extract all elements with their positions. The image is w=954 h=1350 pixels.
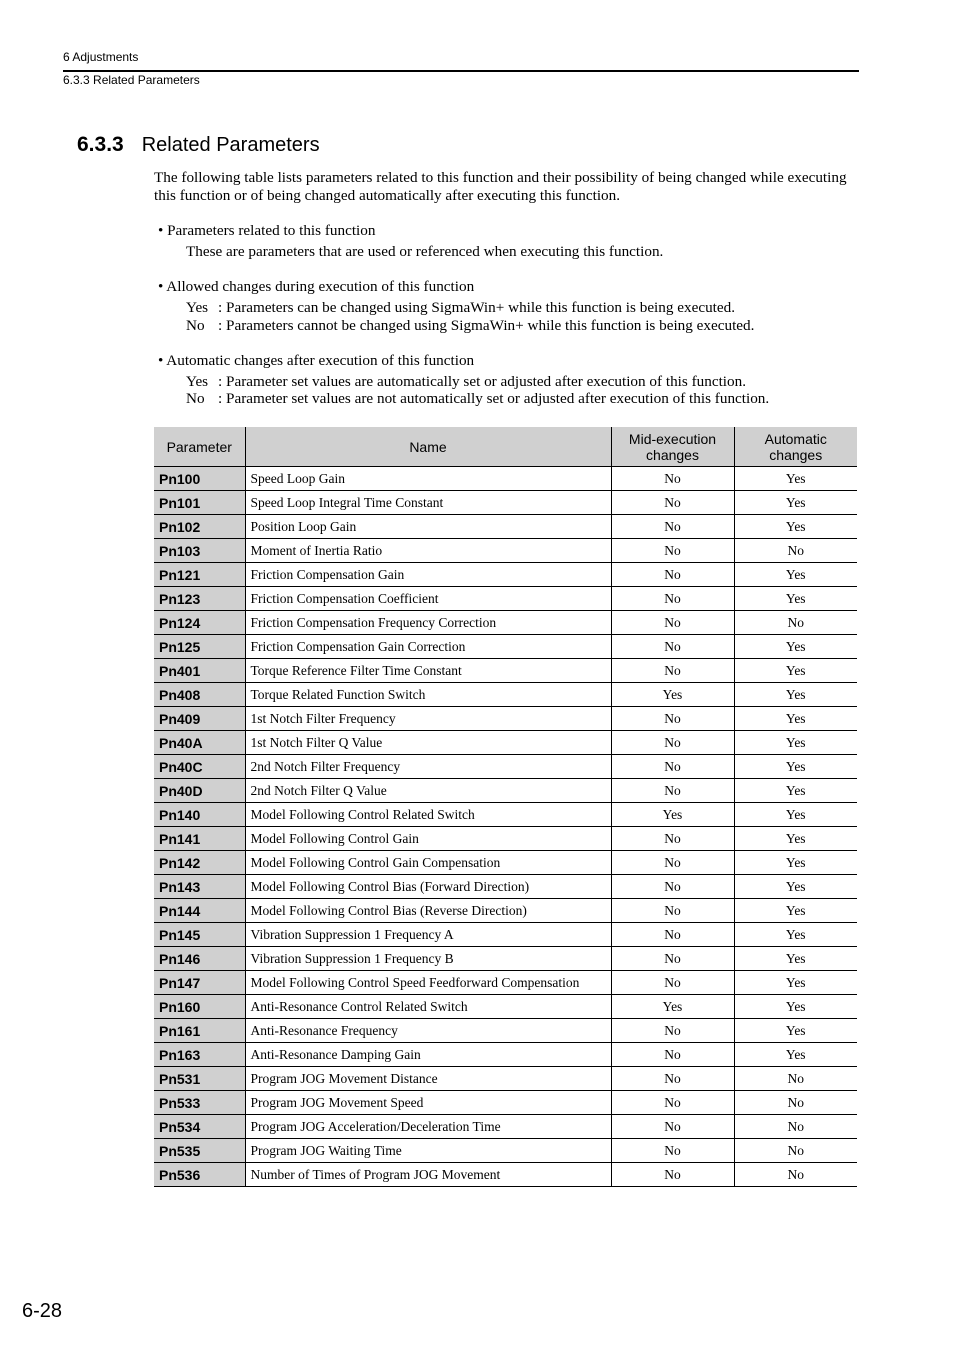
automatic-cell: No bbox=[734, 611, 857, 635]
automatic-cell: Yes bbox=[734, 491, 857, 515]
table-row bbox=[154, 587, 857, 611]
bullet-allowed: • Allowed changes during execution of this function bbox=[158, 278, 475, 295]
parameter-cell: Pn401 bbox=[154, 659, 245, 683]
name-cell: Vibration Suppression 1 Frequency A bbox=[245, 923, 611, 947]
mid-execution-cell: No bbox=[611, 1163, 734, 1187]
table-row bbox=[154, 899, 857, 923]
name-cell: Model Following Control Gain bbox=[245, 827, 611, 851]
parameter-cell: Pn147 bbox=[154, 971, 245, 995]
intro-paragraph: The following table lists parameters related to this function and their possibility of being changed while executing this function or of being changed automatically after executing this function. bbox=[154, 169, 847, 204]
table-row bbox=[154, 923, 857, 947]
table-row bbox=[154, 1139, 857, 1163]
mid-execution-cell: No bbox=[611, 827, 734, 851]
parameter-cell: Pn163 bbox=[154, 1043, 245, 1067]
name-cell: Friction Compensation Frequency Correction bbox=[245, 611, 611, 635]
automatic-cell: Yes bbox=[734, 755, 857, 779]
parameter-cell: Pn146 bbox=[154, 947, 245, 971]
automatic-cell: Yes bbox=[734, 659, 857, 683]
automatic-cell: Yes bbox=[734, 995, 857, 1019]
automatic-cell: Yes bbox=[734, 851, 857, 875]
name-cell: Friction Compensation Coefficient bbox=[245, 587, 611, 611]
header-parameter: Parameter bbox=[154, 427, 245, 467]
allowed-yes-text: : Parameters can be changed using SigmaWin+ while this function is being executed. bbox=[218, 299, 736, 316]
name-cell: Speed Loop Gain bbox=[245, 467, 611, 491]
parameter-cell: Pn40A bbox=[154, 731, 245, 755]
name-cell: Model Following Control Bias (Forward Direction) bbox=[245, 875, 611, 899]
automatic-cell: No bbox=[734, 1163, 857, 1187]
allowed-yes-key: Yes bbox=[186, 299, 209, 316]
table-row bbox=[154, 779, 857, 803]
section-title: Related Parameters bbox=[141, 134, 320, 156]
running-header-section: 6.3.3 Related Parameters bbox=[63, 73, 200, 87]
name-cell: Model Following Control Related Switch bbox=[245, 803, 611, 827]
automatic-cell: Yes bbox=[734, 731, 857, 755]
name-cell: Speed Loop Integral Time Constant bbox=[245, 491, 611, 515]
automatic-cell: Yes bbox=[734, 779, 857, 803]
header-rule bbox=[63, 70, 859, 72]
automatic-cell: Yes bbox=[734, 803, 857, 827]
table-row bbox=[154, 635, 857, 659]
automatic-yes-text: : Parameter set values are automatically set or adjusted after execution of this function. bbox=[218, 373, 746, 390]
name-cell: Torque Reference Filter Time Constant bbox=[245, 659, 611, 683]
parameter-cell: Pn102 bbox=[154, 515, 245, 539]
table-row bbox=[154, 611, 857, 635]
parameter-cell: Pn535 bbox=[154, 1139, 245, 1163]
mid-execution-cell: No bbox=[611, 1091, 734, 1115]
parameter-cell: Pn534 bbox=[154, 1115, 245, 1139]
name-cell: 1st Notch Filter Frequency bbox=[245, 707, 611, 731]
automatic-cell: Yes bbox=[734, 1043, 857, 1067]
automatic-cell: Yes bbox=[734, 899, 857, 923]
automatic-yes-line bbox=[186, 373, 746, 391]
automatic-cell: Yes bbox=[734, 1019, 857, 1043]
section-heading bbox=[77, 133, 320, 157]
related-description: These are parameters that are used or referenced when executing this function. bbox=[186, 243, 664, 260]
automatic-no-line bbox=[186, 390, 769, 408]
name-cell: Anti-Resonance Control Related Switch bbox=[245, 995, 611, 1019]
parameter-cell: Pn103 bbox=[154, 539, 245, 563]
parameter-cell: Pn123 bbox=[154, 587, 245, 611]
table-row bbox=[154, 1163, 857, 1187]
allowed-yes-line bbox=[186, 299, 735, 317]
header-mid-execution: Mid-execution changes bbox=[611, 427, 734, 467]
mid-execution-cell: No bbox=[611, 467, 734, 491]
automatic-cell: Yes bbox=[734, 923, 857, 947]
automatic-cell: No bbox=[734, 1139, 857, 1163]
table-row bbox=[154, 707, 857, 731]
name-cell: Moment of Inertia Ratio bbox=[245, 539, 611, 563]
name-cell: Model Following Control Gain Compensation bbox=[245, 851, 611, 875]
automatic-cell: No bbox=[734, 1115, 857, 1139]
automatic-cell: Yes bbox=[734, 515, 857, 539]
parameter-cell: Pn141 bbox=[154, 827, 245, 851]
related-parameters-table bbox=[154, 427, 857, 1187]
table-row bbox=[154, 467, 857, 491]
parameter-cell: Pn140 bbox=[154, 803, 245, 827]
parameter-cell: Pn161 bbox=[154, 1019, 245, 1043]
name-cell: Vibration Suppression 1 Frequency B bbox=[245, 947, 611, 971]
automatic-cell: Yes bbox=[734, 971, 857, 995]
parameter-cell: Pn101 bbox=[154, 491, 245, 515]
mid-execution-cell: Yes bbox=[611, 995, 734, 1019]
parameter-cell: Pn125 bbox=[154, 635, 245, 659]
name-cell: 2nd Notch Filter Frequency bbox=[245, 755, 611, 779]
automatic-cell: Yes bbox=[734, 587, 857, 611]
parameter-cell: Pn142 bbox=[154, 851, 245, 875]
mid-execution-cell: No bbox=[611, 611, 734, 635]
mid-execution-cell: No bbox=[611, 587, 734, 611]
mid-execution-cell: No bbox=[611, 515, 734, 539]
allowed-no-key: No bbox=[186, 317, 205, 334]
parameter-cell: Pn531 bbox=[154, 1067, 245, 1091]
name-cell: Program JOG Waiting Time bbox=[245, 1139, 611, 1163]
table-row bbox=[154, 971, 857, 995]
mid-execution-cell: No bbox=[611, 1067, 734, 1091]
mid-execution-cell: Yes bbox=[611, 683, 734, 707]
name-cell: Anti-Resonance Frequency bbox=[245, 1019, 611, 1043]
table-row bbox=[154, 1067, 857, 1091]
automatic-cell: Yes bbox=[734, 467, 857, 491]
mid-execution-cell: No bbox=[611, 779, 734, 803]
running-header-chapter: 6 Adjustments bbox=[63, 50, 139, 64]
automatic-yes-key: Yes bbox=[186, 373, 209, 390]
name-cell: Program JOG Movement Distance bbox=[245, 1067, 611, 1091]
mid-execution-cell: No bbox=[611, 971, 734, 995]
parameter-cell: Pn536 bbox=[154, 1163, 245, 1187]
automatic-cell: Yes bbox=[734, 947, 857, 971]
table-row bbox=[154, 755, 857, 779]
automatic-cell: Yes bbox=[734, 683, 857, 707]
table-row bbox=[154, 1019, 857, 1043]
mid-execution-cell: No bbox=[611, 899, 734, 923]
name-cell: Program JOG Acceleration/Deceleration Time bbox=[245, 1115, 611, 1139]
table-body bbox=[154, 467, 857, 1187]
mid-execution-cell: No bbox=[611, 1115, 734, 1139]
header-automatic: Automatic changes bbox=[734, 427, 857, 467]
name-cell: Position Loop Gain bbox=[245, 515, 611, 539]
parameter-cell: Pn124 bbox=[154, 611, 245, 635]
table-header-row bbox=[154, 427, 857, 467]
mid-execution-cell: No bbox=[611, 563, 734, 587]
table-row bbox=[154, 659, 857, 683]
table-row bbox=[154, 803, 857, 827]
mid-execution-cell: No bbox=[611, 539, 734, 563]
bullet-automatic: • Automatic changes after execution of this function bbox=[158, 352, 475, 369]
mid-execution-cell: No bbox=[611, 491, 734, 515]
automatic-no-key: No bbox=[186, 390, 205, 407]
mid-execution-cell: No bbox=[611, 875, 734, 899]
page-number: 6-28 bbox=[22, 1300, 63, 1322]
mid-execution-cell: No bbox=[611, 1019, 734, 1043]
name-cell: Torque Related Function Switch bbox=[245, 683, 611, 707]
table-row bbox=[154, 563, 857, 587]
section-number: 6.3.3 bbox=[77, 133, 124, 156]
parameter-cell: Pn160 bbox=[154, 995, 245, 1019]
automatic-cell: Yes bbox=[734, 875, 857, 899]
parameter-cell: Pn143 bbox=[154, 875, 245, 899]
mid-execution-cell: No bbox=[611, 923, 734, 947]
name-cell: 2nd Notch Filter Q Value bbox=[245, 779, 611, 803]
table-row bbox=[154, 995, 857, 1019]
table-row bbox=[154, 683, 857, 707]
name-cell: Friction Compensation Gain Correction bbox=[245, 635, 611, 659]
parameter-cell: Pn409 bbox=[154, 707, 245, 731]
name-cell: Program JOG Movement Speed bbox=[245, 1091, 611, 1115]
name-cell: Model Following Control Bias (Reverse Direction) bbox=[245, 899, 611, 923]
mid-execution-cell: Yes bbox=[611, 803, 734, 827]
parameter-cell: Pn144 bbox=[154, 899, 245, 923]
table-row bbox=[154, 827, 857, 851]
automatic-cell: Yes bbox=[734, 635, 857, 659]
automatic-cell: No bbox=[734, 1091, 857, 1115]
name-cell: Friction Compensation Gain bbox=[245, 563, 611, 587]
table-row bbox=[154, 539, 857, 563]
parameter-cell: Pn40D bbox=[154, 779, 245, 803]
allowed-no-text: : Parameters cannot be changed using SigmaWin+ while this function is being executed. bbox=[218, 317, 755, 334]
automatic-cell: Yes bbox=[734, 563, 857, 587]
parameter-cell: Pn533 bbox=[154, 1091, 245, 1115]
parameter-cell: Pn408 bbox=[154, 683, 245, 707]
parameter-cell: Pn145 bbox=[154, 923, 245, 947]
parameter-cell: Pn100 bbox=[154, 467, 245, 491]
bullet-related: • Parameters related to this function bbox=[158, 222, 376, 239]
name-cell: Anti-Resonance Damping Gain bbox=[245, 1043, 611, 1067]
name-cell: 1st Notch Filter Q Value bbox=[245, 731, 611, 755]
header-name: Name bbox=[245, 427, 611, 467]
table-row bbox=[154, 1043, 857, 1067]
parameter-cell: Pn40C bbox=[154, 755, 245, 779]
name-cell: Number of Times of Program JOG Movement bbox=[245, 1163, 611, 1187]
mid-execution-cell: No bbox=[611, 947, 734, 971]
table-row bbox=[154, 947, 857, 971]
parameter-cell: Pn121 bbox=[154, 563, 245, 587]
table-row bbox=[154, 875, 857, 899]
table-row bbox=[154, 1115, 857, 1139]
automatic-cell: Yes bbox=[734, 707, 857, 731]
table-row bbox=[154, 731, 857, 755]
automatic-cell: Yes bbox=[734, 827, 857, 851]
automatic-cell: No bbox=[734, 539, 857, 563]
mid-execution-cell: No bbox=[611, 659, 734, 683]
table-row bbox=[154, 851, 857, 875]
table-row bbox=[154, 515, 857, 539]
mid-execution-cell: No bbox=[611, 1043, 734, 1067]
mid-execution-cell: No bbox=[611, 635, 734, 659]
mid-execution-cell: No bbox=[611, 851, 734, 875]
table-row bbox=[154, 491, 857, 515]
table-row bbox=[154, 1091, 857, 1115]
mid-execution-cell: No bbox=[611, 1139, 734, 1163]
mid-execution-cell: No bbox=[611, 707, 734, 731]
mid-execution-cell: No bbox=[611, 755, 734, 779]
name-cell: Model Following Control Speed Feedforward Compensation bbox=[245, 971, 611, 995]
allowed-no-line bbox=[186, 317, 754, 335]
automatic-no-text: : Parameter set values are not automatically set or adjusted after execution of this function. bbox=[218, 390, 770, 407]
automatic-cell: No bbox=[734, 1067, 857, 1091]
mid-execution-cell: No bbox=[611, 731, 734, 755]
